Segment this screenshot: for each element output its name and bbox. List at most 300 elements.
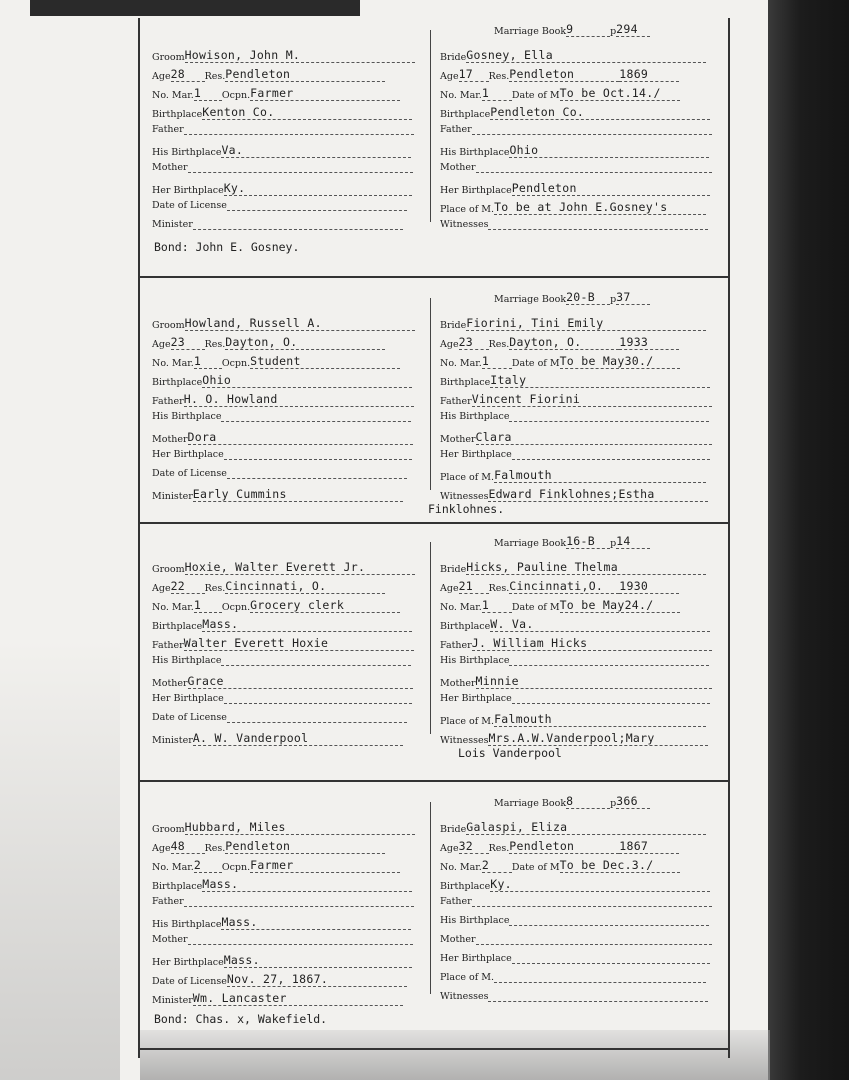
bride-mother-label: Mother <box>440 678 476 689</box>
bride-age-res-label: Age <box>440 843 459 854</box>
groom-name-label: Groom <box>152 824 185 835</box>
bride-father-label: Father <box>440 896 472 907</box>
groom-birthplace-label: Birthplace <box>152 377 203 388</box>
bride-mother <box>440 162 712 173</box>
groom-age-res-value-line <box>171 839 205 854</box>
bride-name-value-line <box>466 560 706 575</box>
bride-her-birthplace-value-line <box>512 459 710 460</box>
bride-mother-value-line <box>476 944 712 945</box>
groom-nomar-ocpn-value: Farmer <box>250 858 294 872</box>
groom-minister-label: Minister <box>152 219 193 230</box>
bride-age-res-label: Res. <box>488 583 510 594</box>
marriage-book-ref-value: 366 <box>616 794 638 808</box>
groom-her-birthplace-label: Her Birthplace <box>152 957 224 968</box>
groom-nomar-ocpn-value: 1 <box>193 354 202 368</box>
marriage-book-ref <box>494 22 650 37</box>
groom-his-birthplace <box>152 655 411 666</box>
groom-minister-value: Early Cummins <box>192 487 287 501</box>
bride-witnesses-value-line <box>488 731 708 746</box>
groom-minister-value-line <box>193 731 403 746</box>
groom-nomar-ocpn-label: No. Mar. <box>152 358 194 369</box>
groom-minister-value: A. W. Vanderpool <box>192 731 309 745</box>
bride-father-label: Father <box>440 640 472 651</box>
groom-minister-value: Wm. Lancaster <box>192 991 287 1005</box>
bride-place-of-marriage-value-line <box>494 712 706 727</box>
bride-age-res-value-line <box>459 67 489 82</box>
marriage-book-ref-label: Marriage Book <box>494 798 567 809</box>
groom-age-res-value: 48 <box>170 839 186 853</box>
bride-place-of-marriage-label: Place of M. <box>440 972 495 983</box>
groom-nomar-ocpn-value: Grocery clerk <box>250 598 345 612</box>
bride-his-birthplace-value-line <box>509 421 709 422</box>
bride-witnesses-label: Witnesses <box>440 991 489 1002</box>
bride-witnesses-value-line <box>488 1001 708 1002</box>
groom-her-birthplace <box>152 181 412 196</box>
groom-father-label: Father <box>152 896 184 907</box>
bride-name-value-line <box>466 820 706 835</box>
bride-his-birthplace <box>440 143 709 158</box>
bride-her-birthplace <box>440 693 710 704</box>
groom-minister-value-line <box>193 487 403 502</box>
groom-minister-value-line <box>193 991 403 1006</box>
bride-age-res <box>440 67 679 82</box>
bride-nomar-date-label: No. Mar. <box>440 358 482 369</box>
groom-mother-value-line <box>188 430 413 445</box>
groom-birthplace <box>152 617 412 632</box>
bride-his-birthplace-value-line <box>509 665 709 666</box>
bride-age-res-value-line <box>619 67 679 82</box>
groom-birthplace-label: Birthplace <box>152 109 203 120</box>
groom-his-birthplace-label: His Birthplace <box>152 655 222 666</box>
groom-minister <box>152 731 403 746</box>
bride-witnesses-label: Witnesses <box>440 735 489 746</box>
bride-age-res-value-line <box>459 335 489 350</box>
bride-nomar-date-value: To be May24./ <box>559 598 654 612</box>
bride-nomar-date-label: No. Mar. <box>440 602 482 613</box>
bride-age-res <box>440 579 679 594</box>
bride-witnesses <box>440 219 708 230</box>
groom-birthplace-value-line <box>202 105 412 120</box>
bride-nomar-date-value: To be Oct.14./ <box>559 86 661 100</box>
groom-minister <box>152 219 403 230</box>
groom-her-birthplace-value-line <box>224 181 412 196</box>
groom-father-value: H. O. Howland <box>183 392 278 406</box>
marriage-book-ref-label: Marriage Book <box>494 294 567 305</box>
groom-nomar-ocpn <box>152 354 400 369</box>
groom-age-res-label: Age <box>152 71 171 82</box>
bride-place-of-marriage-label: Place of M. <box>440 204 495 215</box>
bride-witnesses-value: Edward Finklohnes;Estha <box>488 487 655 501</box>
marriage-book-ref <box>494 794 650 809</box>
bride-age-res-value-line <box>619 335 679 350</box>
groom-nomar-ocpn-value-line <box>194 86 222 101</box>
groom-nomar-ocpn-value-line <box>250 858 400 873</box>
bride-birthplace-value-line <box>490 617 710 632</box>
groom-mother-label: Mother <box>152 678 188 689</box>
bride-mother-label: Mother <box>440 162 476 173</box>
bride-age-res-value: Dayton, O. <box>509 335 582 349</box>
groom-name-value: Hoxie, Walter Everett Jr. <box>184 560 366 574</box>
groom-father-label: Father <box>152 124 184 135</box>
bride-nomar-date-value-line <box>482 354 512 369</box>
groom-birthplace <box>152 105 412 120</box>
groom-name-value-line <box>185 316 415 331</box>
groom-his-birthplace <box>152 411 411 422</box>
groom-date-of-license <box>152 200 407 211</box>
bride-birthplace-value-line <box>490 877 710 892</box>
bride-birthplace <box>440 877 710 892</box>
groom-mother-label: Mother <box>152 434 188 445</box>
marriage-book-ref-value-line <box>616 290 650 305</box>
groom-date-of-license-label: Date of License <box>152 976 227 987</box>
bride-his-birthplace <box>440 411 709 422</box>
bride-witnesses-label: Witnesses <box>440 491 489 502</box>
record-note: Lois Vanderpool <box>458 746 562 760</box>
groom-date-of-license-label: Date of License <box>152 712 227 723</box>
bride-her-birthplace-value-line <box>512 963 710 964</box>
bride-place-of-marriage-value: Falmouth <box>494 468 552 482</box>
groom-his-birthplace-label: His Birthplace <box>152 147 222 158</box>
bride-age-res-label: Age <box>440 583 459 594</box>
record-separator <box>138 780 728 782</box>
groom-age-res-value-line <box>225 67 385 82</box>
groom-father-label: Father <box>152 396 184 407</box>
bride-birthplace-value: Italy <box>490 373 527 387</box>
bride-age-res-value: 17 <box>458 67 474 81</box>
bride-age-res-value: Cincinnati,O. <box>509 579 604 593</box>
groom-date-of-license <box>152 972 407 987</box>
bride-nomar-date-value: To be May30./ <box>559 354 654 368</box>
groom-minister-label: Minister <box>152 491 193 502</box>
bride-age-res-value: 1933 <box>619 335 649 349</box>
bride-age-res-value-line <box>619 579 679 594</box>
groom-nomar-ocpn-label: No. Mar. <box>152 862 194 873</box>
marriage-book-ref <box>494 534 650 549</box>
bride-age-res-label: Age <box>440 71 459 82</box>
groom-date-of-license <box>152 712 407 723</box>
bride-nomar-date-label: No. Mar. <box>440 862 482 873</box>
groom-date-of-license-label: Date of License <box>152 468 227 479</box>
groom-father <box>152 896 414 907</box>
groom-date-of-license <box>152 468 407 479</box>
marriage-book-ref-value: 37 <box>616 290 631 304</box>
marriage-book-ref-value-line <box>616 22 650 37</box>
groom-nomar-ocpn <box>152 858 400 873</box>
bride-his-birthplace-label: His Birthplace <box>440 147 510 158</box>
bride-birthplace-value: Ky. <box>490 877 512 891</box>
marriage-book-ref-value: 20-B <box>566 290 595 304</box>
groom-age-res-value-line <box>225 579 385 594</box>
record-separator <box>138 1048 728 1050</box>
bride-her-birthplace-label: Her Birthplace <box>440 185 512 196</box>
groom-his-birthplace <box>152 915 411 930</box>
marriage-book-ref-label: Marriage Book <box>494 538 567 549</box>
groom-nomar-ocpn-value-line <box>250 598 400 613</box>
bride-nomar-date-value-line <box>560 86 680 101</box>
groom-name <box>152 820 415 835</box>
marriage-book-ref-label: p <box>610 294 617 305</box>
marriage-book-ref-value-line <box>566 794 610 809</box>
groom-mother-value-line <box>188 674 413 689</box>
groom-minister-value-line <box>193 229 403 230</box>
bride-age-res-value: Pendleton <box>509 67 575 81</box>
groom-nomar-ocpn-value-line <box>250 354 400 369</box>
groom-date-of-license-value-line <box>227 210 407 211</box>
groom-nomar-ocpn-value: Farmer <box>250 86 294 100</box>
bride-name-label: Bride <box>440 564 467 575</box>
bride-father-label: Father <box>440 124 472 135</box>
bride-her-birthplace-value-line <box>512 181 710 196</box>
bride-nomar-date <box>440 858 680 873</box>
groom-mother-label: Mother <box>152 934 188 945</box>
bride-her-birthplace <box>440 449 710 460</box>
bride-father <box>440 392 712 407</box>
bride-mother <box>440 430 712 445</box>
bride-age-res-value-line <box>509 67 619 82</box>
groom-age-res <box>152 335 385 350</box>
bride-his-birthplace <box>440 915 709 926</box>
groom-his-birthplace-value: Va. <box>221 143 244 157</box>
groom-father-label: Father <box>152 640 184 651</box>
groom-age-res-value: Cincinnati, O. <box>225 579 327 593</box>
groom-father <box>152 392 414 407</box>
scan-dark-edge-right <box>768 0 849 1080</box>
bride-mother-value-line <box>476 674 712 689</box>
bride-her-birthplace <box>440 953 710 964</box>
groom-age-res-label: Age <box>152 583 171 594</box>
bride-her-birthplace-label: Her Birthplace <box>440 953 512 964</box>
groom-age-res-value: 22 <box>170 579 186 593</box>
groom-birthplace-value-line <box>202 877 412 892</box>
bride-nomar-date-value: 1 <box>481 354 490 368</box>
bride-birthplace-label: Birthplace <box>440 109 491 120</box>
bride-birthplace-value: Pendleton Co. <box>490 105 585 119</box>
groom-date-of-license-value-line <box>227 478 407 479</box>
groom-her-birthplace-label: Her Birthplace <box>152 693 224 704</box>
bride-father-value: J. William Hicks <box>471 636 588 650</box>
bride-name <box>440 820 706 835</box>
right-margin-line <box>728 18 730 1058</box>
groom-her-birthplace-value-line <box>224 703 412 704</box>
groom-birthplace <box>152 373 412 388</box>
bride-witnesses-value: Mrs.A.W.Vanderpool;Mary <box>488 731 655 745</box>
bride-his-birthplace-value-line <box>509 143 709 158</box>
groom-age-res <box>152 67 385 82</box>
groom-his-birthplace <box>152 143 411 158</box>
bride-place-of-marriage <box>440 200 706 215</box>
column-divider <box>430 30 431 222</box>
bride-mother <box>440 674 712 689</box>
groom-name-value-line <box>185 48 415 63</box>
groom-age-res-value-line <box>225 839 385 854</box>
groom-age-res-value-line <box>171 579 205 594</box>
groom-age-res-value: 23 <box>170 335 186 349</box>
marriage-book-ref-label: Marriage Book <box>494 26 567 37</box>
groom-name-value: Hubbard, Miles <box>184 820 286 834</box>
groom-age-res-value-line <box>225 335 385 350</box>
groom-birthplace-value-line <box>202 373 412 388</box>
groom-age-res-label: Res. <box>204 71 226 82</box>
groom-birthplace-label: Birthplace <box>152 881 203 892</box>
bride-nomar-date-value-line <box>482 86 512 101</box>
bride-place-of-marriage-value-line <box>494 982 706 983</box>
bride-nomar-date <box>440 598 680 613</box>
groom-mother-value: Grace <box>187 674 224 688</box>
bride-nomar-date-value-line <box>482 598 512 613</box>
groom-name <box>152 560 415 575</box>
groom-date-of-license-value: Nov. 27, 1867. <box>226 972 329 986</box>
bride-nomar-date-value-line <box>560 858 680 873</box>
bride-nomar-date <box>440 86 680 101</box>
bride-mother-value-line <box>476 430 712 445</box>
marriage-book-ref-value: 8 <box>566 794 574 808</box>
groom-nomar-ocpn-value-line <box>194 354 222 369</box>
bride-father-value-line <box>472 906 712 907</box>
bride-age-res-value-line <box>509 839 619 854</box>
bride-nomar-date-value: 2 <box>481 858 490 872</box>
bride-age-res-label: Res. <box>488 71 510 82</box>
bride-name-label: Bride <box>440 320 467 331</box>
column-divider <box>430 542 431 734</box>
record-card-sheet <box>138 18 770 1058</box>
bride-age-res-label: Res. <box>488 843 510 854</box>
bride-witnesses <box>440 487 708 502</box>
bride-her-birthplace-label: Her Birthplace <box>440 449 512 460</box>
marriage-book-ref-value-line <box>566 22 610 37</box>
marriage-book-ref-value: 294 <box>616 22 638 36</box>
groom-nomar-ocpn-label: Ocpn. <box>221 602 251 613</box>
groom-minister <box>152 487 403 502</box>
bride-mother-label: Mother <box>440 434 476 445</box>
groom-birthplace-label: Birthplace <box>152 621 203 632</box>
bride-age-res-value-line <box>509 579 619 594</box>
groom-father-value: Walter Everett Hoxie <box>183 636 329 650</box>
bride-name <box>440 316 706 331</box>
groom-age-res <box>152 839 385 854</box>
column-divider <box>430 802 431 994</box>
groom-name-value: Howland, Russell A. <box>184 316 322 330</box>
marriage-book-ref-value: 9 <box>566 22 574 36</box>
groom-minister-label: Minister <box>152 995 193 1006</box>
groom-name-label: Groom <box>152 564 185 575</box>
bride-birthplace-label: Birthplace <box>440 377 491 388</box>
record-note: Bond: John E. Gosney. <box>154 240 300 254</box>
bride-age-res <box>440 335 679 350</box>
bride-nomar-date-value-line <box>560 354 680 369</box>
groom-age-res <box>152 579 385 594</box>
groom-nomar-ocpn-value-line <box>194 598 222 613</box>
groom-mother-value-line <box>188 944 413 945</box>
bride-witnesses-value-line <box>488 487 708 502</box>
groom-birthplace <box>152 877 412 892</box>
groom-birthplace-value: Mass. <box>202 617 239 631</box>
bride-place-of-marriage-value: Falmouth <box>494 712 552 726</box>
bride-mother-value: Minnie <box>475 674 519 688</box>
groom-age-res-value: Pendleton <box>225 67 291 81</box>
bride-his-birthplace-label: His Birthplace <box>440 915 510 926</box>
bride-mother <box>440 934 712 945</box>
bride-nomar-date-label: No. Mar. <box>440 90 482 101</box>
bride-nomar-date-label: Date of M <box>511 90 560 101</box>
marriage-book-ref-label: p <box>610 26 617 37</box>
bride-age-res-value: Pendleton <box>509 839 575 853</box>
bride-age-res-value: 21 <box>458 579 474 593</box>
bride-his-birthplace <box>440 655 709 666</box>
bride-father-value: Vincent Fiorini <box>471 392 581 406</box>
bride-nomar-date-value: To be Dec.3./ <box>559 858 654 872</box>
bride-nomar-date-value-line <box>482 858 512 873</box>
bride-nomar-date-value-line <box>560 598 680 613</box>
groom-age-res-value-line <box>171 67 205 82</box>
groom-his-birthplace-value-line <box>221 665 411 666</box>
marriage-book-ref-value-line <box>566 534 610 549</box>
bride-place-of-marriage-label: Place of M. <box>440 716 495 727</box>
bride-name-value-line <box>466 48 706 63</box>
groom-age-res-label: Age <box>152 843 171 854</box>
bride-birthplace-label: Birthplace <box>440 621 491 632</box>
groom-nomar-ocpn-value: 1 <box>193 86 202 100</box>
bride-mother-value: Clara <box>475 430 512 444</box>
groom-nomar-ocpn <box>152 598 400 613</box>
groom-birthplace-value: Kenton Co. <box>202 105 275 119</box>
groom-her-birthplace-value: Ky. <box>223 181 246 195</box>
groom-mother <box>152 430 413 445</box>
bride-witnesses <box>440 991 708 1002</box>
groom-age-res-label: Age <box>152 339 171 350</box>
bride-place-of-marriage <box>440 712 706 727</box>
bride-her-birthplace-label: Her Birthplace <box>440 693 512 704</box>
groom-father-value-line <box>184 392 414 407</box>
bride-name <box>440 560 706 575</box>
groom-father-value-line <box>184 134 414 135</box>
bride-place-of-marriage-label: Place of M. <box>440 472 495 483</box>
groom-his-birthplace-label: His Birthplace <box>152 919 222 930</box>
bride-witnesses-label: Witnesses <box>440 219 489 230</box>
groom-age-res-value-line <box>171 335 205 350</box>
groom-nomar-ocpn-value: 2 <box>193 858 202 872</box>
bride-name-label: Bride <box>440 824 467 835</box>
scan-shading-left <box>0 640 120 1080</box>
groom-mother-label: Mother <box>152 162 188 173</box>
bride-nomar-date-value: 1 <box>481 86 490 100</box>
marriage-book-ref-value-line <box>616 794 650 809</box>
groom-name-value: Howison, John M. <box>184 48 301 62</box>
bride-birthplace-value-line <box>490 373 710 388</box>
bride-place-of-marriage <box>440 468 706 483</box>
bride-name-value: Fiorini, Tini Emily <box>466 316 604 330</box>
bride-age-res-label: Age <box>440 339 459 350</box>
groom-his-birthplace-value-line <box>221 421 411 422</box>
groom-his-birthplace-value-line <box>221 915 411 930</box>
groom-nomar-ocpn-value-line <box>250 86 400 101</box>
bride-nomar-date-value: 1 <box>481 598 490 612</box>
bride-his-birthplace-label: His Birthplace <box>440 411 510 422</box>
bride-place-of-marriage <box>440 972 706 983</box>
record-note: Finklohnes. <box>428 502 505 516</box>
groom-her-birthplace-value-line <box>224 953 412 968</box>
groom-age-res-label: Res. <box>204 339 226 350</box>
bride-place-of-marriage-value: To be at John E.Gosney's <box>494 200 668 214</box>
groom-mother <box>152 674 413 689</box>
groom-name-value-line <box>185 560 415 575</box>
bride-father-value-line <box>472 134 712 135</box>
record-note: Bond: Chas. x, Wakefield. <box>154 1012 328 1026</box>
bride-birthplace-value: W. Va. <box>490 617 534 631</box>
groom-age-res-value: 28 <box>170 67 186 81</box>
groom-birthplace-value-line <box>202 617 412 632</box>
bride-his-birthplace-label: His Birthplace <box>440 655 510 666</box>
groom-name <box>152 316 415 331</box>
